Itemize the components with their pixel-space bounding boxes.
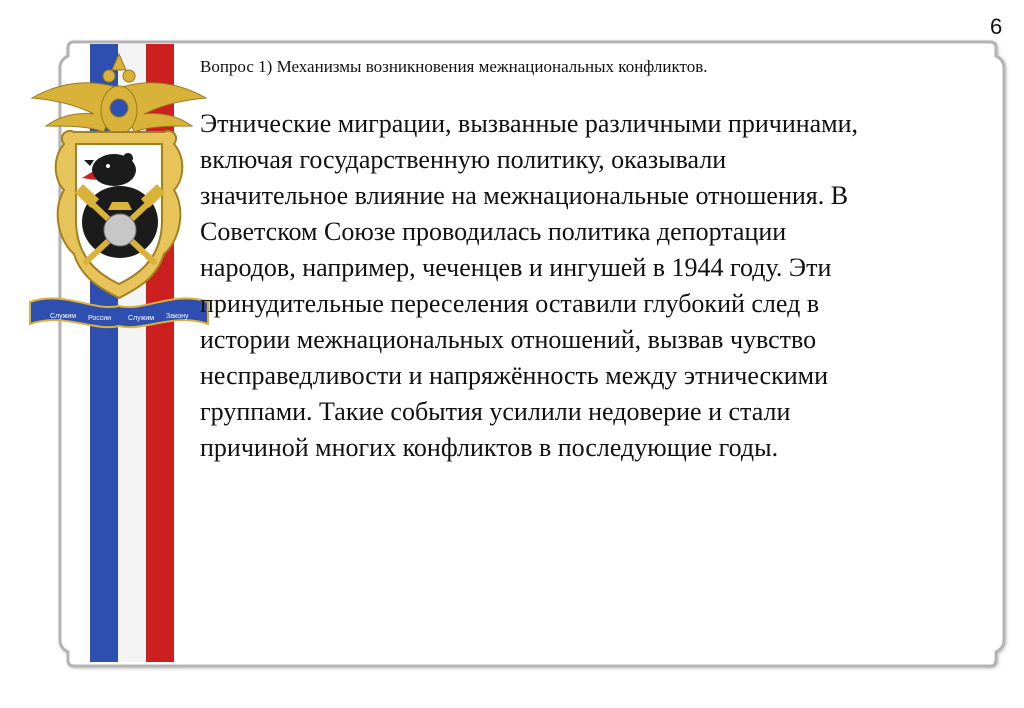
body-line: истории межнациональных отношений, вызвав чувство: [200, 325, 817, 354]
body-line: народов, например, чеченцев и ингушей в 1944 году. Эти: [200, 253, 832, 282]
ribbon-text-2: России: [88, 315, 112, 322]
slide-number: 6: [990, 14, 1003, 39]
body-line: Этнические миграции, вызванные различными причинами,: [200, 109, 859, 138]
body-text: [200, 106, 980, 466]
question-heading: Вопрос 1) Механизмы возникновения межнациональных конфликтов.: [200, 57, 708, 76]
ribbon-text-1: Служим: [50, 313, 77, 320]
emblem-icon: [24, 40, 214, 330]
ribbon-text-4: Закону: [166, 313, 189, 320]
emblem-ribbon: [30, 298, 208, 327]
body-line: группами. Такие события усилили недоверие и стали: [200, 397, 791, 426]
body-line: несправедливости и напряжённость между этническими: [200, 361, 828, 390]
eagle-icon: [32, 54, 206, 134]
body-line: принудительные переселения оставили глубокий след в: [200, 289, 820, 318]
body-line: Советском Союзе проводилась политика депортации: [200, 217, 787, 246]
ribbon-text-3: Служим: [128, 315, 155, 322]
body-line: причиной многих конфликтов в последующие годы.: [200, 433, 779, 462]
body-line: включая государственную политику, оказывали: [200, 145, 727, 174]
body-line: значительное влияние на межнациональные отношения. В: [200, 181, 849, 210]
